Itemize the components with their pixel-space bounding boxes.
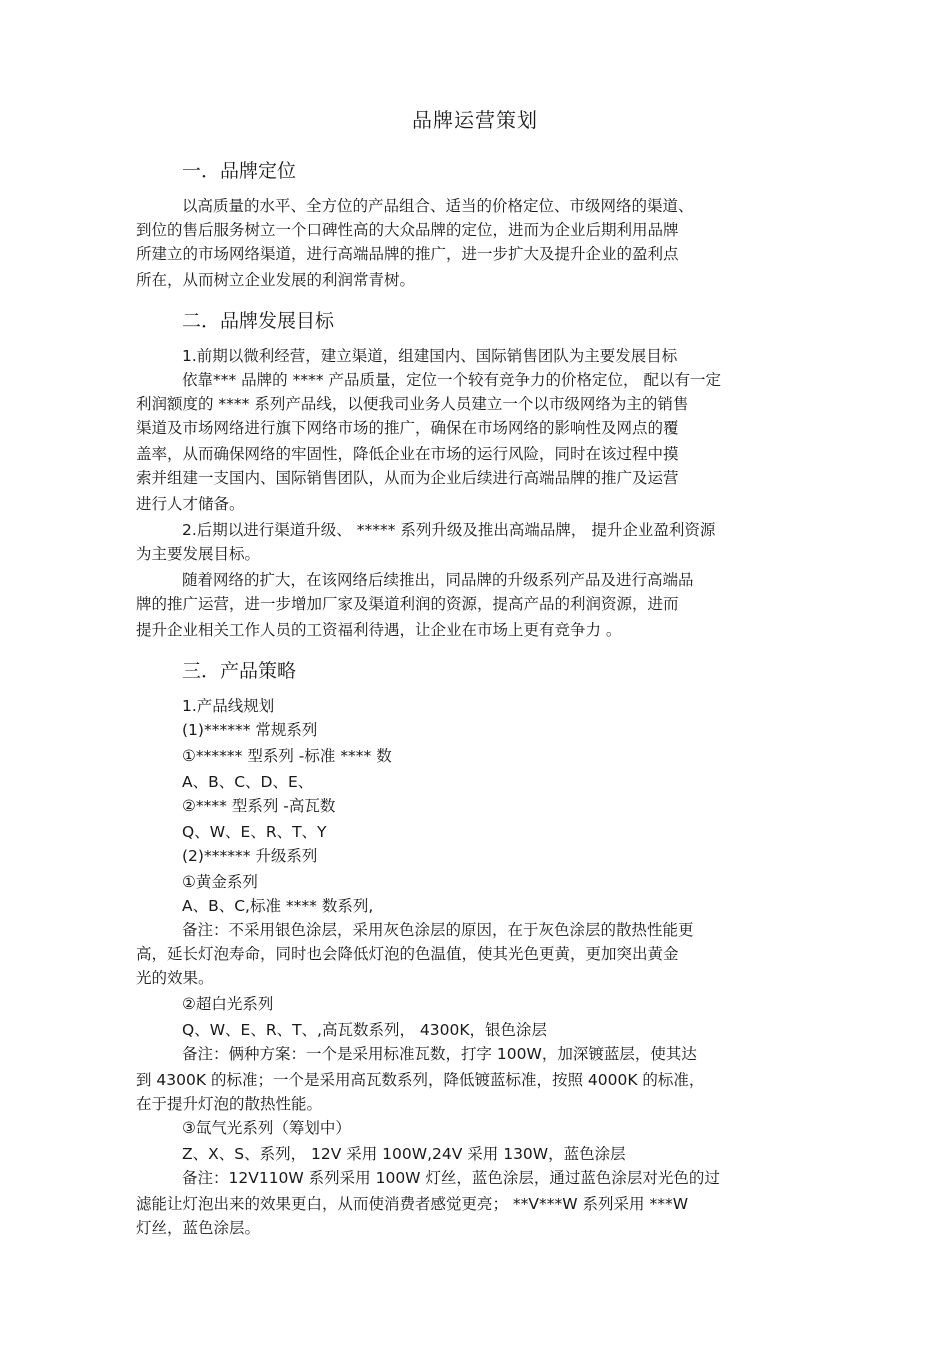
paragraph-line: 利润额度的 **** 系列产品线，以便我司业务人员建立一个以市级网络为主的销售 [136, 395, 689, 413]
section-heading-brand-goals: 二．品牌发展目标 [182, 310, 335, 332]
paragraph-line: 依靠*** 品牌的 **** 产品质量，定位一个较有竞争力的价格定位， 配以有一定 [182, 371, 721, 389]
paragraph-line: 随着网络的扩大，在该网络后续推出，同品牌的升级系列产品及进行高端品 [182, 571, 694, 589]
paragraph-line: 灯丝，蓝色涂层。 [136, 1219, 261, 1237]
paragraph-line: A、B、C、D、E、 [182, 773, 314, 791]
paragraph-line: 为主要发展目标。 [136, 545, 261, 563]
paragraph-line: 索并组建一支国内、国际销售团队，从而为企业后续进行高端品牌的推广及运营 [136, 469, 679, 487]
paragraph-line: ①****** 型系列 -标准 **** 数 [182, 747, 392, 765]
paragraph-line: Q、W、E、R、T、,高瓦数系列， 4300K，银色涂层 [182, 1021, 548, 1039]
section-heading-brand-positioning: 一．品牌定位 [182, 160, 297, 182]
paragraph-line: ③氙气光系列（筹划中） [182, 1119, 351, 1137]
paragraph-line: 盖率，从而确保网络的牢固性，降低企业在市场的运行风险，同时在该过程中摸 [136, 445, 679, 463]
section-heading-product-strategy: 三．产品策略 [182, 660, 297, 682]
paragraph-line: ②**** 型系列 -高瓦数 [182, 797, 336, 815]
paragraph-line: 在于提升灯泡的散热性能。 [136, 1095, 323, 1113]
paragraph-line: 渠道及市场网络进行旗下网络市场的推广，确保在市场网络的影响性及网点的覆 [136, 419, 679, 437]
paragraph-line: 到位的售后服务树立一个口碑性高的大众品牌的定位，进而为企业后期利用品牌 [136, 221, 679, 239]
paragraph-line: (1)****** 常规系列 [182, 721, 318, 739]
paragraph-line: 备注：俩种方案：一个是采用标准瓦数，打字 100W，加深镀蓝层，使其达 [182, 1045, 697, 1063]
paragraph-line: 备注：不采用银色涂层，采用灰色涂层的原因，在于灰色涂层的散热性能更 [182, 921, 694, 939]
document-title: 品牌运营策划 [412, 108, 538, 132]
paragraph-line: 到 4300K 的标准；一个是采用高瓦数系列，降低镀蓝标准，按照 4000K 的标准， [136, 1071, 705, 1089]
paragraph-line: ①黄金系列 [182, 873, 258, 891]
paragraph-line: 光的效果。 [136, 969, 214, 987]
paragraph-line: 2.后期以进行渠道升级、 ***** 系列升级及推出高端品牌， 提升企业盈利资源 [182, 521, 716, 539]
paragraph-line: ②超白光系列 [182, 995, 274, 1013]
paragraph-line: 提升企业相关工作人员的工资福利待遇，让企业在市场上更有竞争力 。 [136, 621, 622, 639]
paragraph-line: 高，延长灯泡寿命，同时也会降低灯泡的色温值，使其光色更黄，更加突出黄金 [136, 945, 679, 963]
paragraph-line: 所建立的市场网络渠道，进行高端品牌的推广，进一步扩大及提升企业的盈利点 [136, 245, 679, 263]
paragraph-line: Z、X、S、系列， 12V 采用 100W,24V 采用 130W，蓝色涂层 [182, 1145, 626, 1163]
paragraph-line: 以高质量的水平、全方位的产品组合、适当的价格定位、市级网络的渠道、 [182, 197, 694, 215]
paragraph-line: 所在，从而树立企业发展的利润常青树。 [136, 271, 416, 289]
paragraph-line: 备注：12V110W 系列采用 100W 灯丝，蓝色涂层，通过蓝色涂层对光色的过 [182, 1169, 720, 1187]
paragraph-line: 1.产品线规划 [182, 697, 275, 715]
paragraph-line: 进行人才储备。 [136, 495, 245, 513]
paragraph-line: A、B、C,标准 **** 数系列, [182, 897, 374, 915]
paragraph-line: Q、W、E、R、T、Y [182, 823, 327, 841]
paragraph-line: 牌的推广运营，进一步增加厂家及渠道利润的资源，提高产品的利润资源，进而 [136, 595, 679, 613]
paragraph-line: (2)****** 升级系列 [182, 847, 318, 865]
paragraph-line: 滤能让灯泡出来的效果更白，从而使消费者感觉更亮； **V***W 系列采用 ***W [136, 1195, 689, 1213]
paragraph-line: 1.前期以微利经营，建立渠道，组建国内、国际销售团队为主要发展目标 [182, 347, 678, 365]
